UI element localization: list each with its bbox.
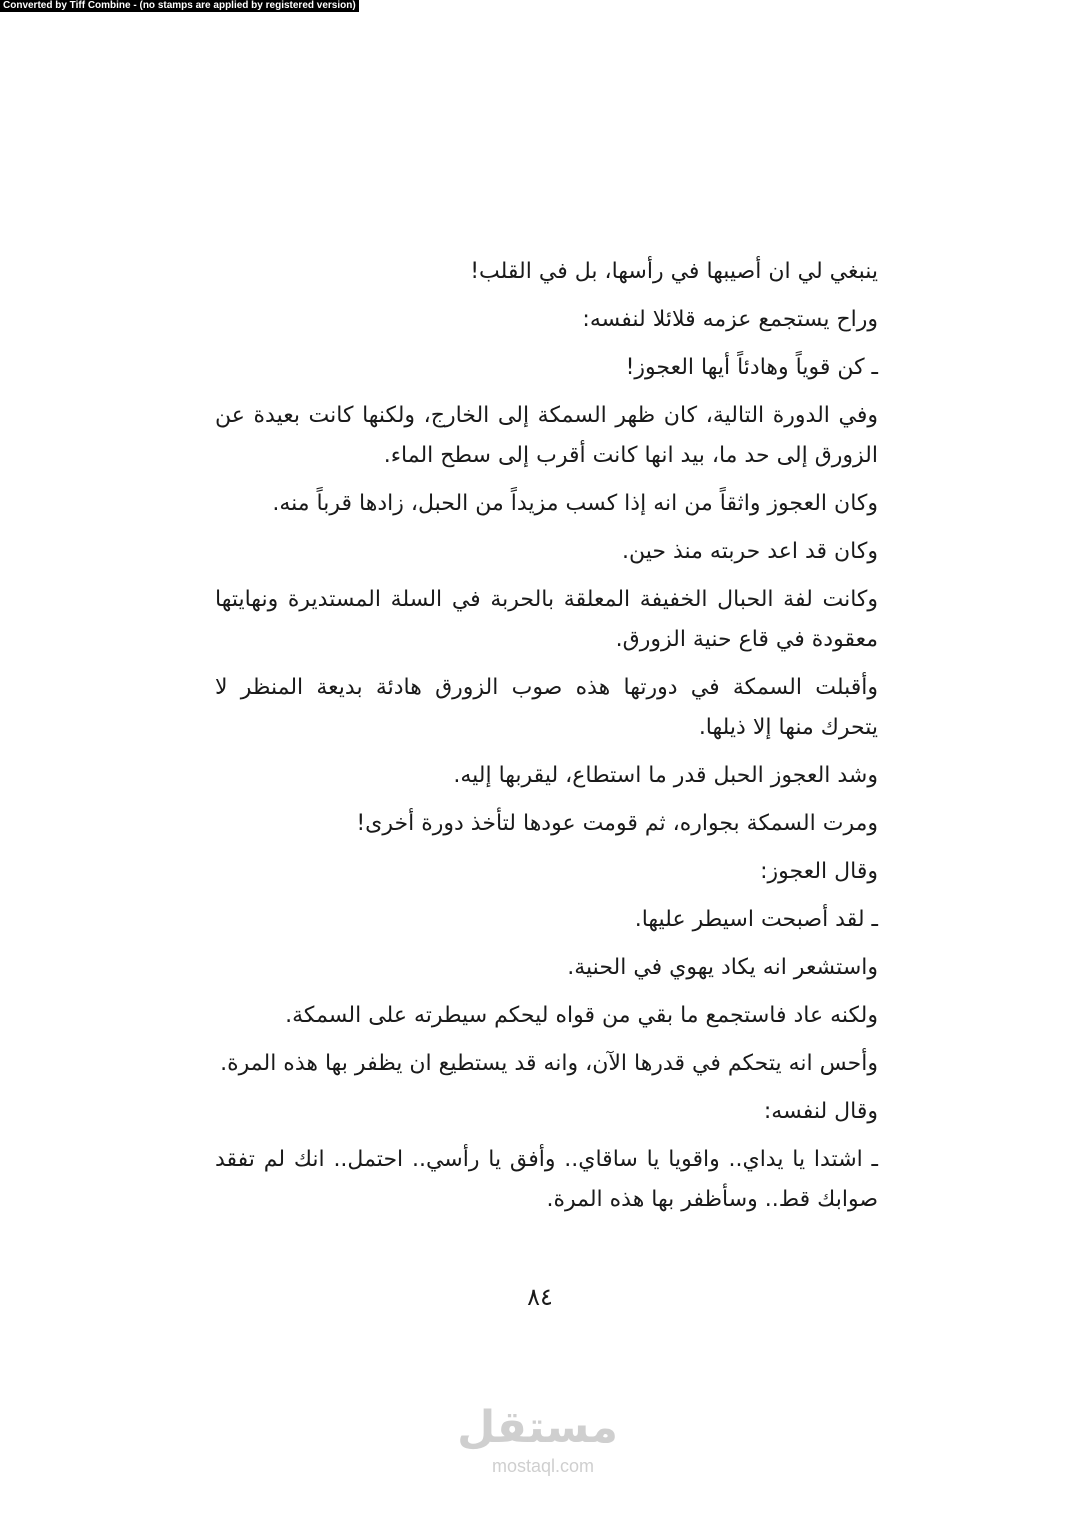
paragraph: واستشعر انه يكاد يهوي في الحنية. bbox=[567, 955, 878, 980]
paragraph: وفي الدورة التالية، كان ظهر السمكة إلى الخارج، ولكنها كانت بعيدة عن الزورق إلى حد ما، بيد انها كانت أقرب إلى سطح الماء. bbox=[215, 403, 878, 468]
converter-banner: Converted by Tiff Combine - (no stamps are applied by registered version) bbox=[0, 0, 359, 12]
paragraph: وكان العجوز واثقاً من انه إذا كسب مزيداً من الحبل، زادها قرباً منه. bbox=[272, 491, 878, 516]
paragraph: وقال لنفسه: bbox=[763, 1099, 878, 1124]
paragraph: ينبغي لي ان أصيبها في رأسها، بل في القلب! bbox=[470, 259, 878, 284]
paragraph: وراح يستجمع عزمه قلائلا لنفسه: bbox=[582, 307, 878, 332]
paragraph: وأحس انه يتحكم في قدرها الآن، وانه قد يستطيع ان يظفر بها هذه المرة. bbox=[220, 1051, 878, 1076]
paragraph: وشد العجوز الحبل قدر ما استطاع، ليقربها إليه. bbox=[453, 763, 878, 788]
watermark bbox=[457, 1400, 618, 1476]
paragraph: ـ اشتدا يا يداي.. واقويا يا ساقاي.. وأفق يا رأسي.. احتمل.. انك لم تفقد صوابك قط.. وسأظفر بها هذه المرة. bbox=[215, 1147, 878, 1212]
paragraph: وكان قد اعد حربته منذ حين. bbox=[621, 539, 878, 564]
paragraph: ـ لقد أصبحت اسيطر عليها. bbox=[634, 907, 878, 932]
page-body bbox=[215, 252, 878, 1228]
paragraph: وقال العجوز: bbox=[760, 859, 878, 884]
paragraph: وأقبلت السمكة في دورتها هذه صوب الزورق هادئة بديعة المنظر لا يتحرك منها إلا ذيلها. bbox=[215, 675, 878, 740]
paragraph: ومرت السمكة بجواره، ثم قومت عودها لتأخذ دورة أخرى! bbox=[356, 811, 878, 836]
paragraph: ـ كن قوياً وهادئاً أيها العجوز! bbox=[625, 355, 878, 380]
paragraph: ولكنه عاد فاستجمع ما بقي من قواه ليحكم سيطرته على السمكة. bbox=[285, 1003, 878, 1028]
page-number: ٨٤ bbox=[527, 1283, 553, 1311]
watermark-logo: مستقل bbox=[457, 1402, 618, 1453]
watermark-url: mostaql.com bbox=[491, 1456, 595, 1476]
paragraph: وكانت لفة الحبال الخفيفة المعلقة بالحربة في السلة المستديرة ونهايتها معقودة في قاع حنية الزورق. bbox=[215, 587, 878, 652]
